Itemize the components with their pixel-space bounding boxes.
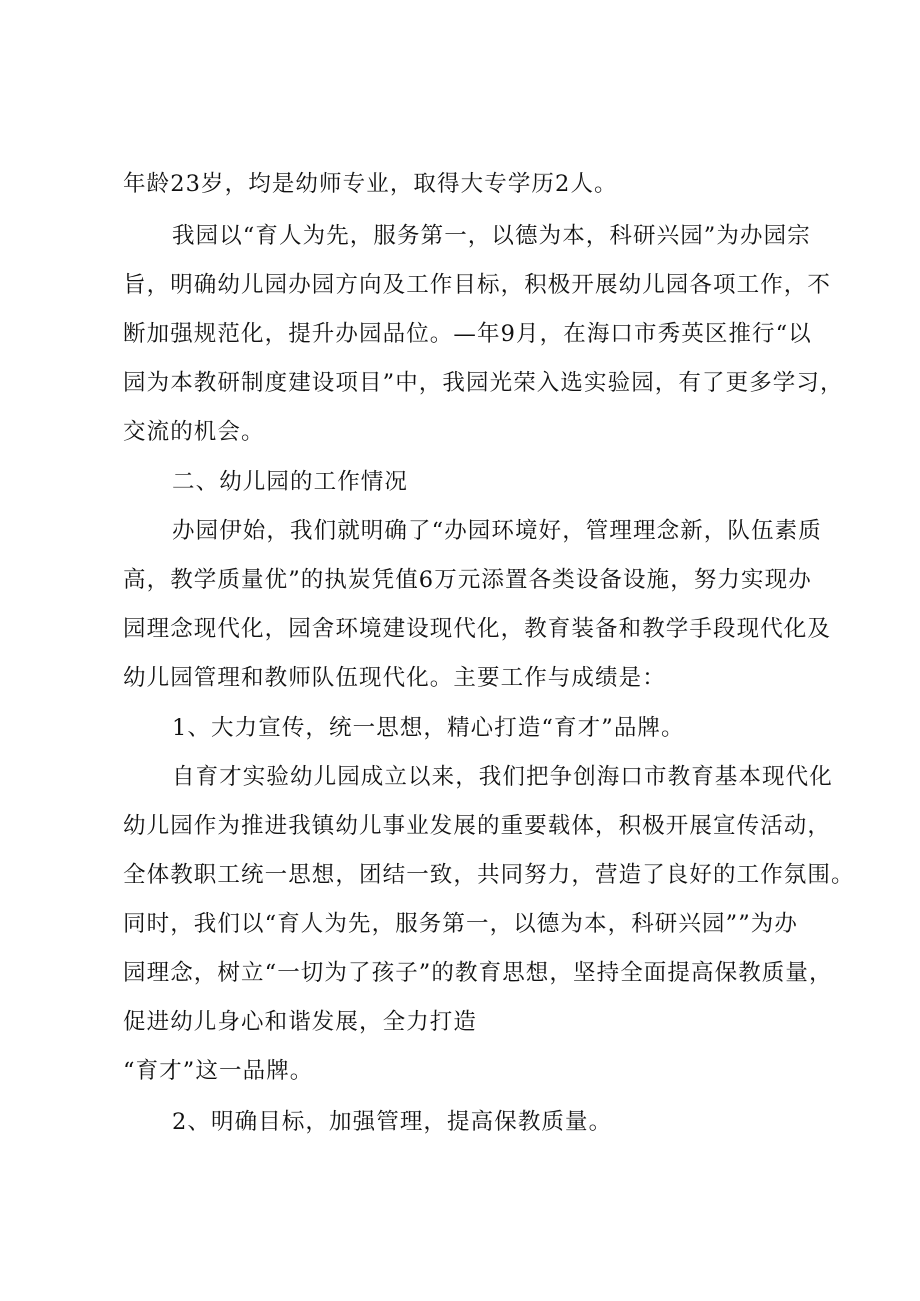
text-line-10: 园理念现代化，园舍环境建设现代化，教育装备和教学手段现代化及 [123, 616, 832, 642]
text-line-16: 同时，我们以“育人为先，服务第一，以德为本，科研兴园””为办 [123, 911, 799, 937]
text-line-3: 旨，明确幼儿园办园方向及工作目标，积极开展幼儿园各项工作，不 [123, 272, 832, 298]
section-heading: 二、幼儿园的工作情况 [172, 469, 409, 495]
text-line-11: 幼儿园管理和教师队伍现代化。主要工作与成绩是： [123, 665, 666, 691]
text-line-15: 全体教职工统一思想，团结一致，共同努力，营造了良好的工作氛围。 [123, 862, 855, 888]
text-line-17: 园理念，树立“一切为了孩子”的教育思想，坚持全面提高保教质量， [123, 960, 833, 986]
text-line-4: 断加强规范化，提升办园品位。—年9月，在海口市秀英区推行“以 [123, 321, 812, 347]
subheading-1: 1、大力宣传，统一思想，精心打造“育才”品牌。 [172, 715, 685, 741]
text-line-19: “育才”这一品牌。 [123, 1058, 314, 1084]
text-line-13: 自育才实验幼儿园成立以来，我们把争创海口市教育基本现代化 [172, 764, 833, 790]
text-line-1: 年龄23岁，均是幼师专业，取得大专学历2人。 [123, 171, 618, 197]
text-line-6: 交流的机会。 [123, 419, 265, 445]
text-line-14: 幼儿园作为推进我镇幼儿事业发展的重要载体，积极开展宣传活动， [123, 813, 832, 839]
text-line-18: 促进幼儿身心和谐发展，全力打造 [123, 1009, 478, 1035]
text-line-9: 高，教学质量优”的执炭凭值6万元添置各类设备设施，努力实现办 [123, 567, 812, 593]
text-line-8: 办园伊始，我们就明确了“办园环境好，管理理念新，队伍素质 [172, 518, 822, 544]
text-line-2: 我园以“育人为先，服务第一，以德为本，科研兴园”为办园宗 [172, 223, 811, 249]
subheading-2: 2、明确目标，加强管理，提高保教质量。 [172, 1109, 613, 1135]
text-line-5: 园为本教研制度建设项目”中，我园光荣入选实验园，有了更多学习， [123, 370, 844, 396]
